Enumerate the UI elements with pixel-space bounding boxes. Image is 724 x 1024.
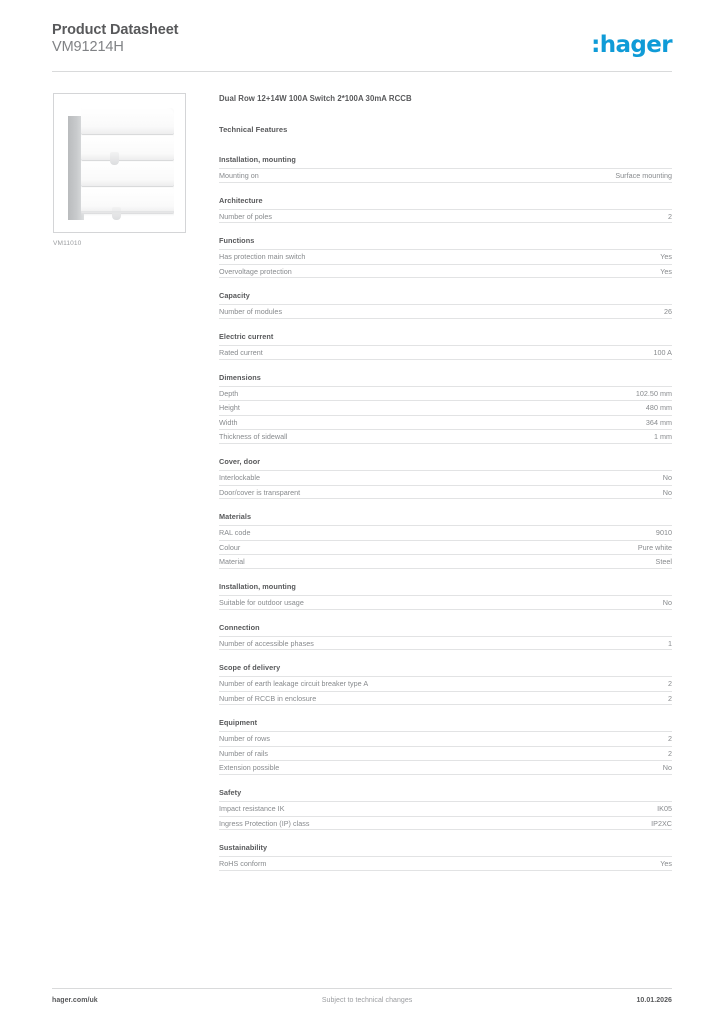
spec-row-value: 480 mm — [645, 403, 672, 413]
spec-row-value: 2 — [667, 679, 672, 689]
spec-section — [219, 788, 672, 830]
spec-row — [219, 400, 672, 415]
product-code: VM91214H — [52, 39, 124, 55]
enclosure-shadow — [81, 211, 174, 216]
spec-row-label: Thickness of sidewall — [219, 432, 288, 442]
spec-section-title: Sustainability — [219, 843, 268, 853]
spec-row-label: Number of rails — [219, 748, 269, 758]
spec-section-title: Installation, mounting — [219, 155, 296, 164]
spec-row — [219, 470, 672, 485]
spec-row — [219, 485, 672, 500]
spec-row-value: 9010 — [655, 528, 672, 538]
spec-row-value: No — [662, 763, 672, 773]
spec-row-value: 364 mm — [645, 417, 672, 427]
footer-divider — [52, 988, 672, 989]
spec-section-title: Dimensions — [219, 372, 261, 382]
hager-logo: :hager — [591, 32, 672, 58]
spec-row-value: 100 A — [653, 347, 672, 357]
spec-section — [219, 718, 672, 775]
spec-section — [219, 843, 672, 871]
spec-row-value: Yes — [660, 266, 672, 276]
spec-row-label: Impact resistance IK — [219, 804, 285, 814]
spec-row — [219, 304, 672, 319]
spec-row-label: Mounting on — [219, 171, 259, 180]
spec-section — [219, 457, 672, 499]
spec-row-label: Number of RCCB in enclosure — [219, 693, 317, 703]
spec-row — [219, 746, 672, 761]
spec-section — [219, 623, 672, 651]
spec-section — [219, 512, 672, 569]
enclosure-panel-1 — [81, 108, 174, 134]
page-title: Product Datasheet — [52, 22, 179, 38]
spec-row — [219, 676, 672, 691]
header-divider — [52, 71, 672, 72]
spec-row — [219, 249, 672, 264]
spec-row-value: Pure white — [637, 542, 672, 552]
spec-section — [219, 663, 672, 705]
spec-section-title: Capacity — [219, 291, 250, 301]
spec-section-title: Safety — [219, 788, 242, 798]
product-figure — [53, 93, 188, 247]
spec-section — [219, 236, 672, 278]
spec-row — [219, 731, 672, 746]
spec-row — [219, 525, 672, 540]
spec-row — [219, 209, 672, 224]
spec-row-label: Depth — [219, 388, 239, 398]
spec-section-title: Installation, mounting — [219, 581, 296, 591]
product-name: Dual Row 12+14W 100A Switch 2*100A 30mA RCCB — [219, 94, 412, 103]
spec-section — [219, 291, 672, 319]
spec-row-value: No — [662, 487, 672, 497]
spec-row-label: Material — [219, 557, 245, 567]
spec-section-title: Cover, door — [219, 456, 261, 466]
spec-row-label: Door/cover is transparent — [219, 487, 301, 497]
technical-features-heading: Technical Features — [219, 125, 288, 134]
spec-row-value: IP2XC — [651, 818, 672, 828]
spec-section-title: Materials — [219, 512, 252, 522]
spec-sections — [219, 155, 672, 871]
spec-row-value: 2 — [667, 693, 672, 703]
page-header — [52, 22, 672, 66]
enclosure-front-face — [81, 108, 174, 213]
spec-row — [219, 168, 672, 183]
spec-row-label: Number of earth leakage circuit breaker type A — [219, 679, 369, 689]
spec-row-value: No — [662, 472, 672, 482]
spec-section-title: Architecture — [219, 195, 263, 205]
spec-row-value: 26 — [663, 307, 672, 317]
spec-row — [219, 429, 672, 444]
enclosure-illustration — [68, 108, 174, 220]
spec-section — [219, 155, 672, 183]
enclosure-panel-3 — [81, 162, 174, 186]
spec-row-label: Suitable for outdoor usage — [219, 597, 304, 607]
spec-row — [219, 595, 672, 610]
spec-row-label: RAL code — [219, 528, 251, 538]
spec-row-value: 102.50 mm — [635, 388, 672, 398]
spec-row-label: Interlockable — [219, 472, 261, 482]
enclosure-panel-4 — [81, 188, 174, 213]
footer-disclaimer: Subject to technical changes — [321, 997, 413, 1004]
spec-row — [219, 691, 672, 706]
spec-row — [219, 345, 672, 360]
spec-row-label: Ingress Protection (IP) class — [219, 818, 310, 828]
spec-section-title: Functions — [219, 236, 255, 246]
footer-website[interactable]: hager.com/uk — [52, 997, 98, 1004]
spec-section — [219, 373, 672, 444]
spec-section-title: Scope of delivery — [219, 663, 281, 673]
spec-row — [219, 816, 672, 831]
spec-row — [219, 540, 672, 555]
spec-row-label: Overvoltage protection — [219, 266, 292, 276]
spec-row-label: Colour — [219, 542, 241, 552]
spec-row-label: Height — [219, 403, 240, 413]
spec-row-label: Number of modules — [219, 307, 283, 317]
spec-row — [219, 856, 672, 871]
spec-section-title: Electric current — [219, 331, 274, 341]
spec-row — [219, 386, 672, 401]
enclosure-latch-upper — [110, 152, 119, 165]
spec-section — [219, 332, 672, 360]
spec-row-label: Width — [219, 417, 238, 427]
spec-row — [219, 801, 672, 816]
spec-row-label: Extension possible — [219, 763, 280, 773]
product-image-caption: VM11010 — [53, 240, 82, 247]
spec-row-value: Yes — [660, 859, 672, 869]
spec-row — [219, 636, 672, 651]
spec-row-value: 1 mm — [653, 432, 672, 442]
spec-row-value: Surface mounting — [615, 171, 672, 180]
spec-row — [219, 760, 672, 775]
footer-date: 10.01.2026 — [636, 997, 672, 1004]
spec-row-label: Has protection main switch — [219, 252, 306, 262]
spec-section-title: Equipment — [219, 718, 258, 728]
product-image — [53, 93, 186, 233]
spec-row — [219, 415, 672, 430]
spec-section-title: Connection — [219, 622, 260, 632]
spec-row — [219, 264, 672, 279]
spec-row-label: Number of rows — [219, 734, 271, 744]
page-footer — [52, 997, 672, 1004]
spec-row-label: Number of accessible phases — [219, 638, 314, 648]
spec-section — [219, 582, 672, 610]
spec-row-value: 2 — [667, 734, 672, 744]
spec-row-value: 2 — [667, 211, 672, 221]
spec-row-value: No — [662, 597, 672, 607]
spec-row-value: 1 — [667, 638, 672, 648]
specifications-column — [219, 94, 672, 871]
spec-row-value: IK05 — [657, 804, 672, 814]
spec-row-label: Number of poles — [219, 211, 273, 221]
spec-row-label: RoHS conform — [219, 859, 267, 869]
spec-row-value: 2 — [667, 748, 672, 758]
spec-row — [219, 554, 672, 569]
enclosure-panel-2 — [81, 136, 174, 160]
spec-row-value: Yes — [660, 252, 672, 262]
spec-row-value: Steel — [655, 557, 672, 567]
spec-section — [219, 196, 672, 224]
spec-row-label: Rated current — [219, 347, 263, 357]
